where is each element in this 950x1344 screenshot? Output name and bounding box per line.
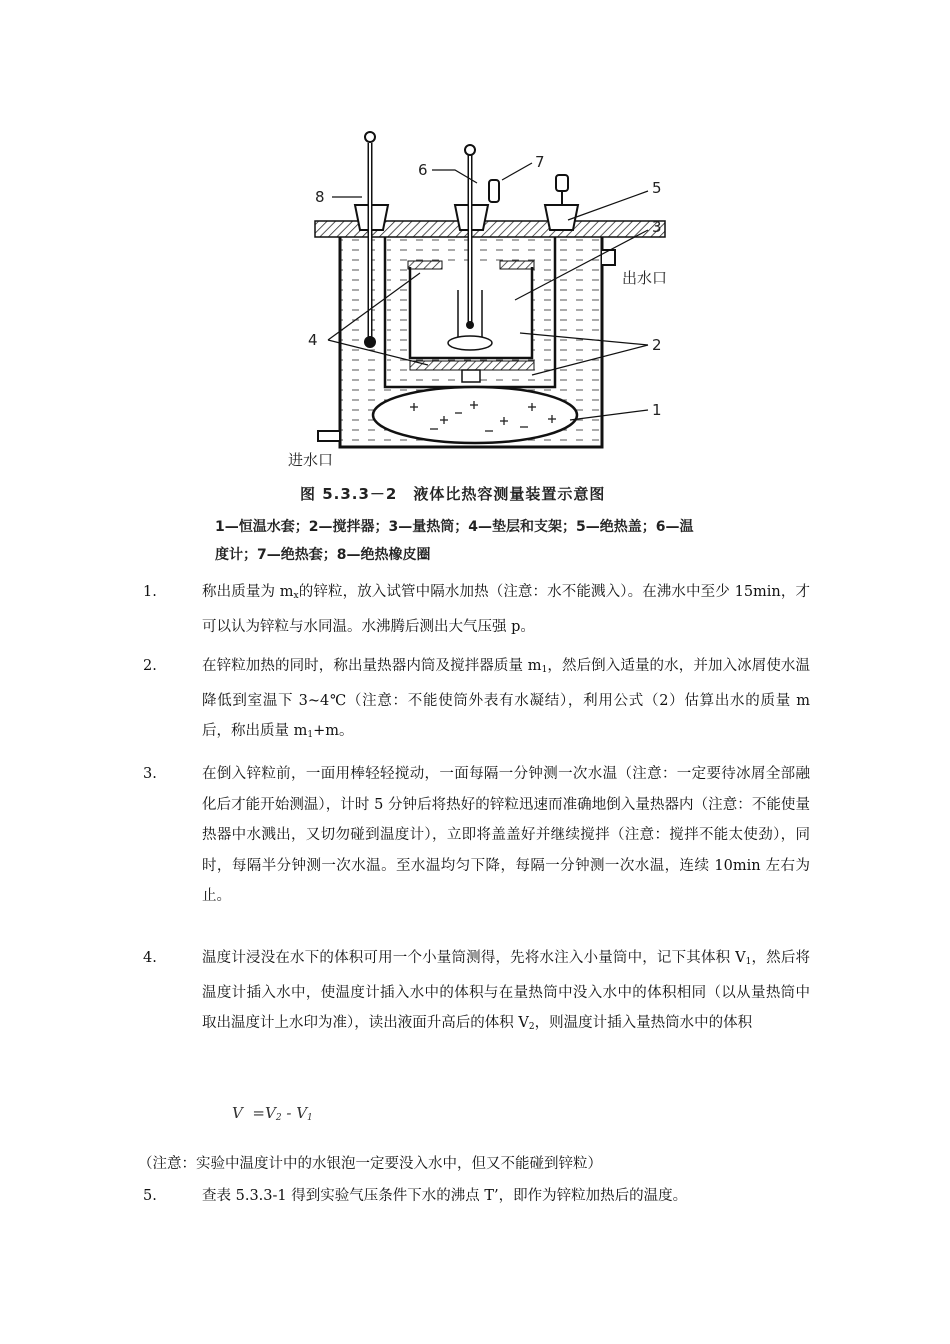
step-2-text <box>202 651 810 751</box>
label-6: 6 <box>418 161 428 179</box>
label-4: 4 <box>308 331 318 349</box>
text-run: 称出质量为 m <box>202 584 294 600</box>
volume-formula <box>232 1104 313 1123</box>
formula-sub2: 2 <box>275 1113 282 1123</box>
figure-caption: 图 5.3.3－2 液体比热容测量装置示意图 <box>300 485 606 503</box>
label-1: 1 <box>652 401 662 419</box>
formula-v2: V <box>264 1104 276 1122</box>
label-8: 8 <box>315 188 325 206</box>
formula-minus: - <box>286 1104 292 1122</box>
subscript: 2 <box>528 1022 535 1032</box>
subscript: 1 <box>541 665 548 675</box>
label-inlet: 进水口 <box>288 451 334 469</box>
step-number: 2. <box>143 658 157 674</box>
subscript: 1 <box>307 730 314 740</box>
step-number: 4. <box>143 950 157 966</box>
formula-equals: = <box>252 1104 265 1122</box>
step-number: 5. <box>143 1188 157 1204</box>
text-run: ，则温度计插入量热筒水中的体积 <box>534 1015 753 1031</box>
figure-legend <box>215 513 740 569</box>
step-1-text <box>202 577 810 642</box>
legend-line: 度计；7—绝热套；8—绝热橡皮圈 <box>215 547 431 563</box>
text-run: 温度计浸没在水下的体积可用一个小量筒测得，先将水注入小量筒中，记下其体积 V <box>202 950 746 966</box>
step-5-text: 查表 5.3.3-1 得到实验气压条件下水的沸点 T’，即作为锌粒加热后的温度。 <box>202 1188 688 1204</box>
subscript: x <box>293 591 299 601</box>
note-text: （注意：实验中温度计中的水银泡一定要没入水中，但又不能碰到锌粒） <box>138 1156 602 1172</box>
subscript: 1 <box>745 957 752 967</box>
text-run: ，然后倒入适量的水，并加入冰屑使水温降低到室温下 3~4℃（注意：不能使筒外表有水凝结），利用公式（2）估算出水的质量 m 后，称出质量 m <box>202 658 811 739</box>
apparatus-figure <box>270 125 740 470</box>
text-run: 的锌粒，放入试管中隔水加热（注意：水不能溅入）。在沸水中至少 15min，才可以认为锌粒与水同温。水沸腾后测出大气压强 p。 <box>202 584 810 635</box>
label-5: 5 <box>652 179 662 197</box>
formula-sub1: 1 <box>307 1113 313 1123</box>
support-layer <box>410 361 534 370</box>
step-3-text: 在倒入锌粒前，一面用棒轻轻搅动，一面每隔一分钟测一次水温（注意：一定要待冰屑全部融化后才能开始测温），计时 5 分钟后将热好的锌粒迅速而准确地倒入量热器内（注意：不能使量热器中水溅出，又切勿碰到温度计），立即将盖盖好并继续搅拌（注意：搅拌不能太使劲），同时，每隔半分钟测一次水温。至水温均匀下降，每隔一分钟测一次水温，连续 10min 左右为止。 <box>202 766 810 904</box>
label-outlet: 出水口 <box>622 269 668 287</box>
step-number: 3. <box>143 766 157 782</box>
step-number: 1. <box>143 584 157 600</box>
apparatus-diagram <box>270 125 740 470</box>
step-4-text <box>202 943 810 1043</box>
legend-line: 1—恒温水套；2—搅拌器；3—量热筒；4—垫层和支架；5—绝热盖；6—温 <box>215 519 694 535</box>
label-7: 7 <box>535 153 545 171</box>
text-run: +m。 <box>313 723 354 739</box>
text-run: 在锌粒加热的同时，称出量热器内筒及搅拌器质量 m <box>202 658 542 674</box>
label-3: 3 <box>652 218 662 236</box>
thermometer-bulb <box>364 336 376 348</box>
formula-lhs: V <box>232 1104 243 1122</box>
heater-region <box>373 387 577 443</box>
label-2: 2 <box>652 336 662 354</box>
text-run: ，然后将温度计插入水中，使温度计插入水中的体积与在量热筒中没入水中的体积相同（以从量热筒中取出温度计上水印为准），读出液面升高后的体积 V <box>202 950 811 1031</box>
formula-v1: V <box>296 1104 308 1122</box>
